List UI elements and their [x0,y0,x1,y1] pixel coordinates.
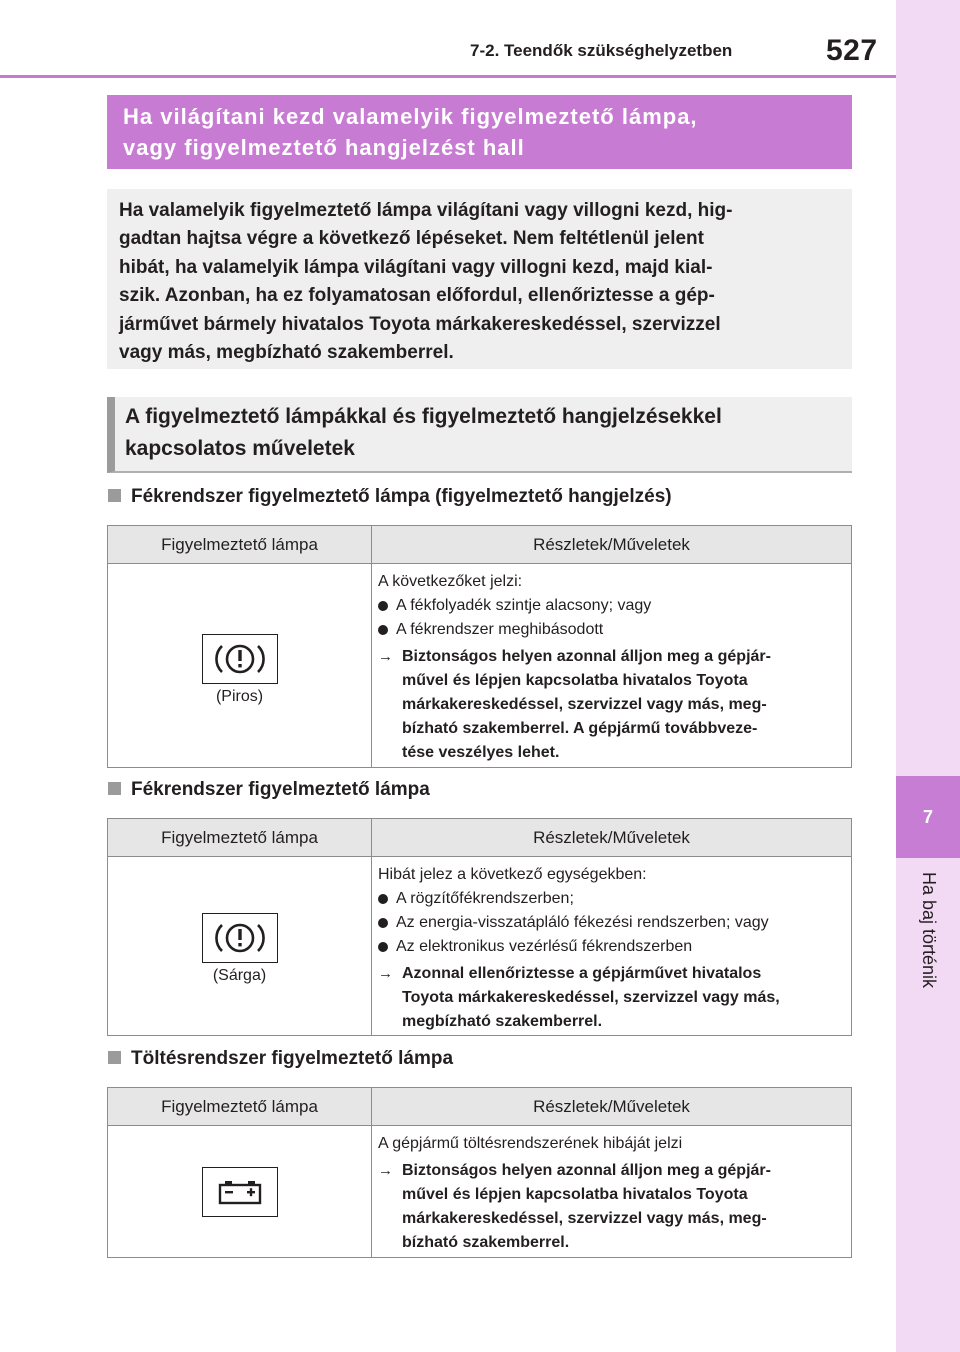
section-heading-line-1: A figyelmeztető lámpákkal és figyelmeztető hangjelzésekkel [125,405,722,428]
brake-warning-icon [202,913,278,963]
intro-line: gadtan hajtsa végre a következő lépéseket. Nem feltétlenül jelent [119,228,704,250]
intro-line: hibát, ha valamelyik lámpa világítani vagy villogni kezd, majd kial- [119,256,713,278]
header-col-lamp: Figyelmeztető lámpa [108,819,372,856]
header-col-lamp: Figyelmeztető lámpa [108,526,372,563]
list-item-text: Az energia-visszatápláló fékezési rendszerben; vagy [396,914,769,931]
arrow-icon: → [378,648,393,665]
subheading-text: Töltésrendszer figyelmeztető lámpa [131,1048,454,1069]
square-bullet-icon [108,489,121,502]
header-col-details: Részletek/Műveletek [533,534,690,554]
intro-line: Ha valamelyik figyelmeztető lámpa világítani vagy villogni kezd, hig- [119,200,733,221]
table-header-row [108,819,851,857]
list-item [378,594,843,618]
list-item [378,935,843,959]
header-col-lamp: Figyelmeztető lámpa [108,1088,372,1125]
battery-icon [202,1167,278,1217]
chapter-label: Ha baj történik [919,872,939,989]
bullet-dot-icon [378,625,388,635]
header-col-details: Részletek/Műveletek [533,1096,690,1116]
details-intro: A gépjármű töltésrendszerének hibáját jelzi [378,1135,683,1152]
section-heading [107,397,852,473]
table-row [108,564,851,767]
subheading-text: Fékrendszer figyelmeztető lámpa [131,779,430,800]
details-cell [372,564,851,767]
warning-table-brake-yellow [107,818,852,1036]
subheading-charging-system [108,1048,453,1070]
chapter-tab[interactable] [896,776,960,858]
action-text: Azonnal ellenőriztesse a gépjárművet hivatalos Toyota márkakereskedéssel, szervizzel vagy más, megbízható szakemberrel. [402,965,780,1030]
bullet-dot-icon [378,942,388,952]
square-bullet-icon [108,1051,121,1064]
page-number: 527 [826,34,878,67]
topic-banner [107,95,852,169]
details-intro: Hibát jelez a következő egységekben: [378,866,647,883]
section-heading-line-2: kapcsolatos műveletek [125,437,355,460]
square-bullet-icon [108,782,121,795]
list-item-text: Az elektronikus vezérlésű fékrendszerben [396,938,693,955]
intro-line: járművet bármely hivatalos Toyota márkakereskedéssel, szervizzel [119,313,721,335]
banner-line-1: Ha világítani kezd valamelyik figyelmeztető lámpa, [123,104,698,129]
intro-line: szik. Azonban, ha ez folyamatosan előfordul, ellenőriztesse a gép- [119,285,715,307]
bullet-dot-icon [378,918,388,928]
details-cell [372,1126,851,1257]
details-intro: A következőket jelzi: [378,573,523,590]
banner-line-2: vagy figyelmeztető hangjelzést hall [123,135,525,160]
list-item [378,911,843,935]
table-row [108,1126,851,1257]
warning-table-brake-red [107,525,852,768]
action-instruction [378,962,843,1034]
bullet-dot-icon [378,894,388,904]
list-item-text: A fékfolyadék szintje alacsony; vagy [396,597,652,614]
lamp-cell [108,857,372,1035]
action-instruction [378,1159,843,1255]
chapter-number: 7 [922,806,933,827]
list-item [378,618,843,642]
action-text: Biztonságos helyen azonnal álljon meg a gépjár- művel és lépjen kapcsolatba hivatalos Toyota márkakereskedéssel, szervizzel vagy más, meg- bízható szakemberrel. [402,1162,771,1251]
header-col-details: Részletek/Műveletek [533,827,690,847]
details-cell [372,857,851,1035]
subheading-brake-system [108,779,430,801]
subheading-brake-warning [108,486,672,508]
brake-warning-icon [202,634,278,684]
list-item-text: A fékrendszer meghibásodott [396,621,604,638]
intro-box [107,189,852,369]
bullet-dot-icon [378,601,388,611]
table-header-row [108,526,851,564]
action-instruction [378,645,843,765]
list-item-text: A rögzítőfékrendszerben; [396,890,574,907]
action-text: Biztonságos helyen azonnal álljon meg a gépjár- művel és lépjen kapcsolatba hivatalos Toyota márkakereskedéssel, szervizzel vagy más, meg- bízható szakemberrel. A gépjármű továbbveze- tése veszélyes lehet. [402,648,771,761]
chapter-side-strip [896,0,960,1352]
lamp-color-caption: (Piros) [215,687,264,705]
warning-table-charging [107,1087,852,1258]
list-item [378,887,843,911]
intro-line: vagy más, megbízható szakemberrel. [119,342,454,364]
lamp-cell [108,1126,372,1257]
header-divider [0,75,896,78]
section-title: 7-2. Teendők szükséghelyzetben [470,41,733,60]
lamp-color-caption: (Sárga) [212,967,267,984]
table-row [108,857,851,1035]
arrow-icon: → [378,1162,393,1179]
table-header-row [108,1088,851,1126]
subheading-text: Fékrendszer figyelmeztető lámpa (figyelmeztető hangjelzés) [131,486,672,507]
arrow-icon: → [378,965,393,982]
lamp-cell [108,564,372,767]
